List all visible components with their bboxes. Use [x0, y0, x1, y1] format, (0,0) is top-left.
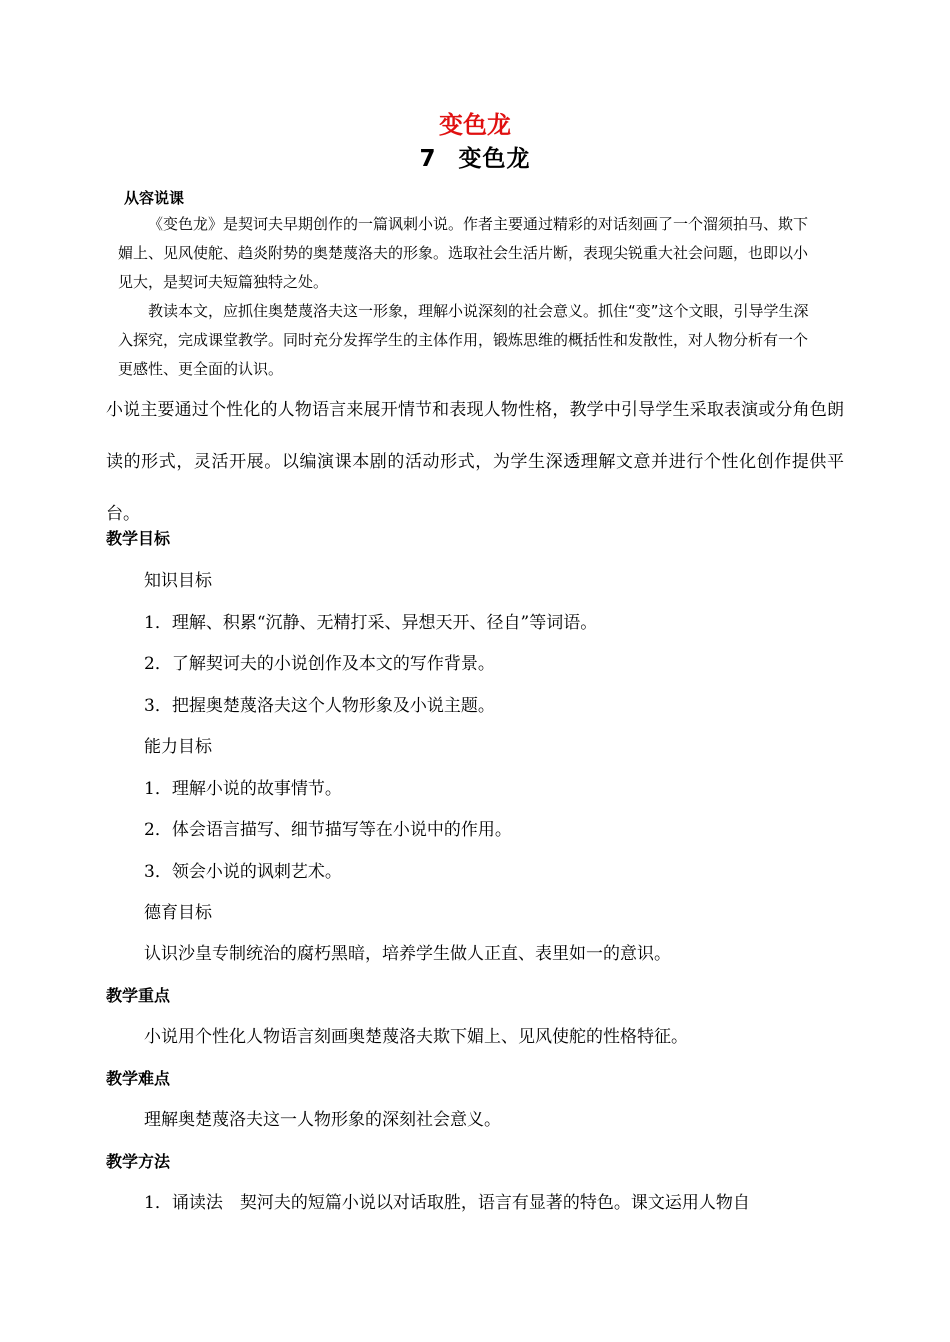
knowledge-item: 2．了解契诃夫的小说创作及本文的写作背景。: [144, 654, 495, 674]
ability-item: 2．体会语言描写、细节描写等在小说中的作用。: [144, 820, 512, 840]
intro-box: [118, 186, 818, 384]
page-title-red: 变色龙: [439, 111, 511, 139]
difficulty-heading: 教学难点: [106, 1069, 171, 1088]
key-text: 小说用个性化人物语言刻画奥楚蔑洛夫欺下媚上、见风使舵的性格特征。: [144, 1027, 688, 1047]
knowledge-heading: 知识目标: [144, 571, 212, 591]
chapter-title: [0, 142, 950, 176]
intro-heading: 从容说课: [124, 189, 185, 207]
method-heading: 教学方法: [106, 1152, 171, 1171]
key-heading: 教学重点: [106, 986, 171, 1005]
intro-paragraph-1: 《变色龙》是契诃夫早期创作的一篇讽刺小说。作者主要通过精彩的对话刻画了一个溜须拍马、欺下媚上、见风使舵、趋炎附势的奥楚蔑洛夫的形象。选取社会生活片断，表现尖锐重大社会问题，也即以小见大，是契诃夫短篇独特之处。: [118, 215, 809, 291]
chapter-number: 7: [419, 146, 437, 172]
intro-paragraph-2: 教读本文，应抓住奥楚蔑洛夫这一形象，理解小说深刻的社会意义。抓住“变”这个文眼，引导学生深入探究，完成课堂教学。同时充分发挥学生的主体作用，锻炼思维的概括性和发散性，对人物分析有一个更感性、更全面的认识。: [118, 302, 809, 378]
difficulty-text: 理解奥楚蔑洛夫这一人物形象的深刻社会意义。: [144, 1110, 501, 1130]
method-item: 1．诵读法 契河夫的短篇小说以对话取胜，语言有显著的特色。课文运用人物自: [144, 1193, 750, 1213]
moral-text: 认识沙皇专制统治的腐朽黑暗，培养学生做人正直、表里如一的意识。: [144, 944, 671, 964]
ability-heading: 能力目标: [144, 737, 212, 757]
lead-paragraph: 小说主要通过个性化的人物语言来展开情节和表现人物性格，教学中引导学生采取表演或分角色朗读的形式，灵活开展。以编演课本剧的活动形式，为学生深透理解文意并进行个性化创作提供平台。: [106, 400, 844, 524]
moral-heading: 德育目标: [144, 903, 212, 923]
chapter-title-text: 变色龙: [458, 146, 531, 172]
ability-item: 1．理解小说的故事情节。: [144, 779, 342, 799]
goals-heading: 教学目标: [106, 529, 171, 548]
ability-item: 3．领会小说的讽刺艺术。: [144, 862, 342, 882]
knowledge-item: 1．理解、积累“沉静、无精打采、异想天开、径自”等词语。: [144, 613, 598, 633]
knowledge-item: 3．把握奥楚蔑洛夫这个人物形象及小说主题。: [144, 696, 495, 716]
